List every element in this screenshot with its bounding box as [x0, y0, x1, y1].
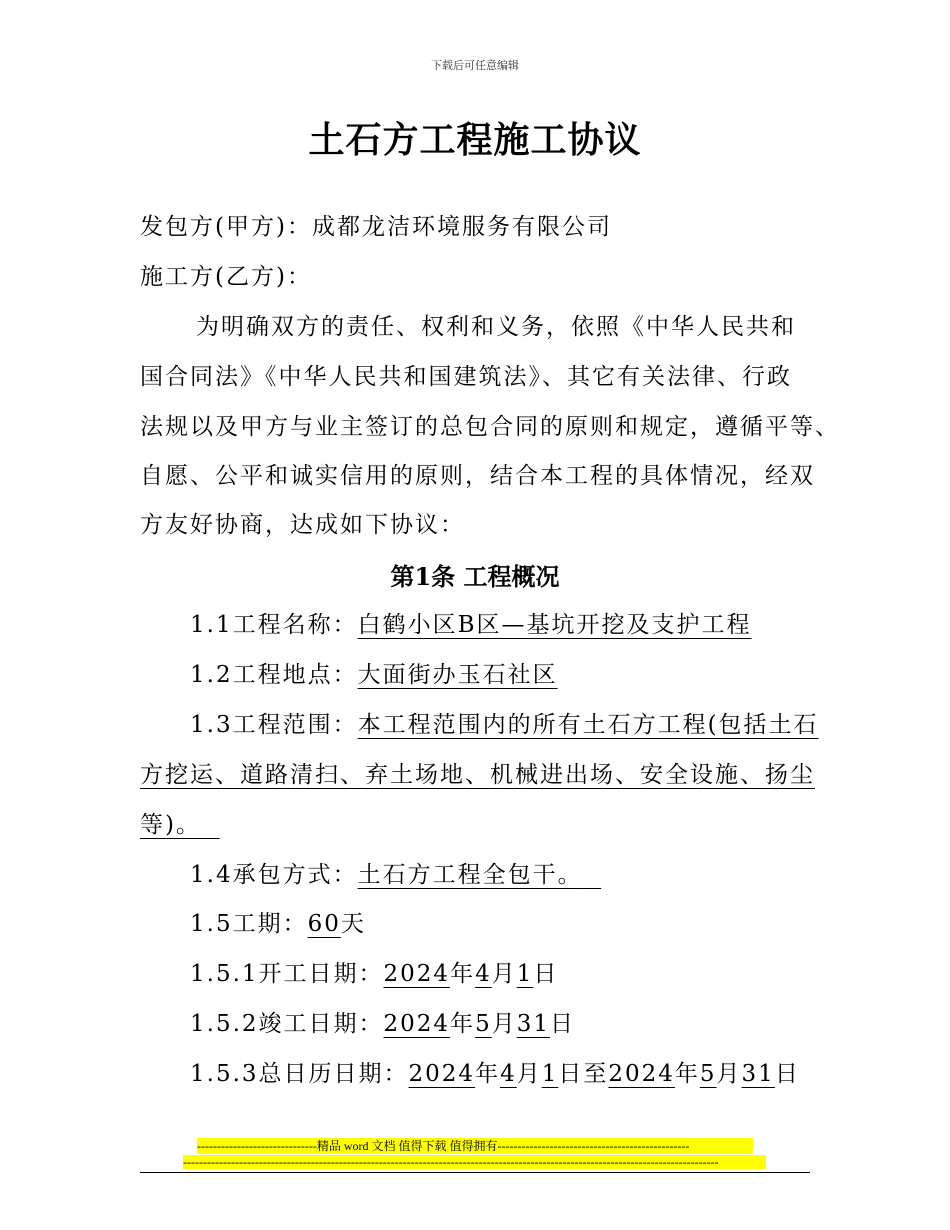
footer-watermark-line-2: -------------------------------------------------------------------------------------------------------------------------------------- [183, 1155, 766, 1169]
unit-month: 月 [491, 1011, 517, 1037]
item-1-5-2 [190, 1005, 575, 1038]
footer-divider [140, 1172, 810, 1173]
total-to-month: 5 [699, 1061, 717, 1087]
item-label: 1.5工期： [190, 911, 308, 937]
section-1-title: 第1条 工程概况 [390, 562, 560, 591]
item-1-2 [190, 656, 558, 689]
project-location-value: 大面街办玉石社区 [357, 662, 558, 688]
preamble-line-4: 自愿、公平和诚实信用的原则，结合本工程的具体情况，经双 [140, 463, 815, 489]
total-from-day: 1 [541, 1061, 559, 1087]
item-label: 1.5.1开工日期： [190, 961, 384, 987]
unit-year: 年 [475, 1061, 501, 1087]
end-month: 5 [475, 1011, 492, 1037]
preamble-line-2: 国合同法》《中华人民共和国建筑法》、其它有关法律、行政 [140, 364, 792, 390]
unit-year: 年 [450, 961, 476, 987]
total-from-year: 2024 [408, 1061, 476, 1087]
scope-line-3-wrap [140, 806, 220, 839]
total-to-day: 31 [741, 1061, 775, 1087]
item-label: 1.4承包方式： [190, 862, 358, 888]
document-title: 土石方工程施工协议 [308, 119, 642, 161]
start-day: 1 [516, 961, 534, 987]
end-day: 31 [516, 1011, 550, 1037]
unit-month: 月 [516, 1061, 542, 1087]
item-1-5-1 [190, 955, 558, 988]
item-1-5 [190, 905, 366, 938]
preamble-line-5: 方友好协商，达成如下协议： [140, 512, 465, 538]
scope-line-1: 本工程范围内的所有土石方工程(包括土石 [357, 712, 819, 738]
party-a-value: 成都龙洁环境服务有限公司 [311, 214, 612, 240]
period-unit: 天 [340, 911, 366, 937]
start-month: 4 [475, 961, 492, 987]
item-label: 1.2工程地点： [190, 662, 358, 688]
total-from-month: 4 [500, 1061, 517, 1087]
item-label: 1.5.3总日历日期： [190, 1061, 409, 1087]
period-days: 60 [307, 911, 341, 937]
preamble-line-1: 为明确双方的责任、权利和义务，依照《中华人民共和 [196, 314, 796, 340]
party-a-line [140, 208, 612, 241]
preamble-line-3: 法规以及甲方与业主签订的总包合同的原则和规定，遵循平等、 [140, 414, 840, 440]
footer-watermark-line-1: ------------------------------精品 word 文档 值得下载 值得拥有------------------------------------------------ [197, 1138, 753, 1154]
header-note: 下载后可任意编辑 [431, 59, 519, 72]
unit-month: 月 [716, 1061, 742, 1087]
scope-line-2: 方挖运、道路清扫、弃土场地、机械进出场、安全设施、扬尘 [140, 762, 815, 788]
item-label: 1.1工程名称： [190, 612, 358, 638]
item-1-1 [190, 606, 751, 639]
contract-value: 土石方工程全包干。 [357, 862, 583, 888]
start-year: 2024 [383, 961, 451, 987]
party-a-label: 发包方(甲方)： [140, 214, 312, 240]
scope-line-2-wrap [140, 756, 815, 789]
item-label: 1.3工程范围： [190, 712, 358, 738]
total-to: 日至 [558, 1061, 609, 1087]
project-name-value: 白鹤小区B区—基坑开挖及支护工程 [357, 612, 752, 638]
item-1-5-3 [190, 1055, 800, 1088]
unit-month: 月 [491, 961, 517, 987]
party-b-label: 施工方(乙方)： [140, 264, 312, 290]
end-year: 2024 [383, 1011, 451, 1037]
total-to-year: 2024 [608, 1061, 675, 1087]
unit-day: 日 [550, 1011, 575, 1037]
item-1-4 [190, 856, 601, 889]
party-b-line [140, 258, 312, 291]
unit-day: 日 [533, 961, 559, 987]
item-label: 1.5.2竣工日期： [190, 1011, 384, 1037]
unit-year: 年 [674, 1061, 700, 1087]
unit-day: 日 [774, 1061, 800, 1087]
scope-line-3: 等)。 [140, 812, 201, 838]
unit-year: 年 [450, 1011, 476, 1037]
item-1-3 [190, 706, 819, 739]
